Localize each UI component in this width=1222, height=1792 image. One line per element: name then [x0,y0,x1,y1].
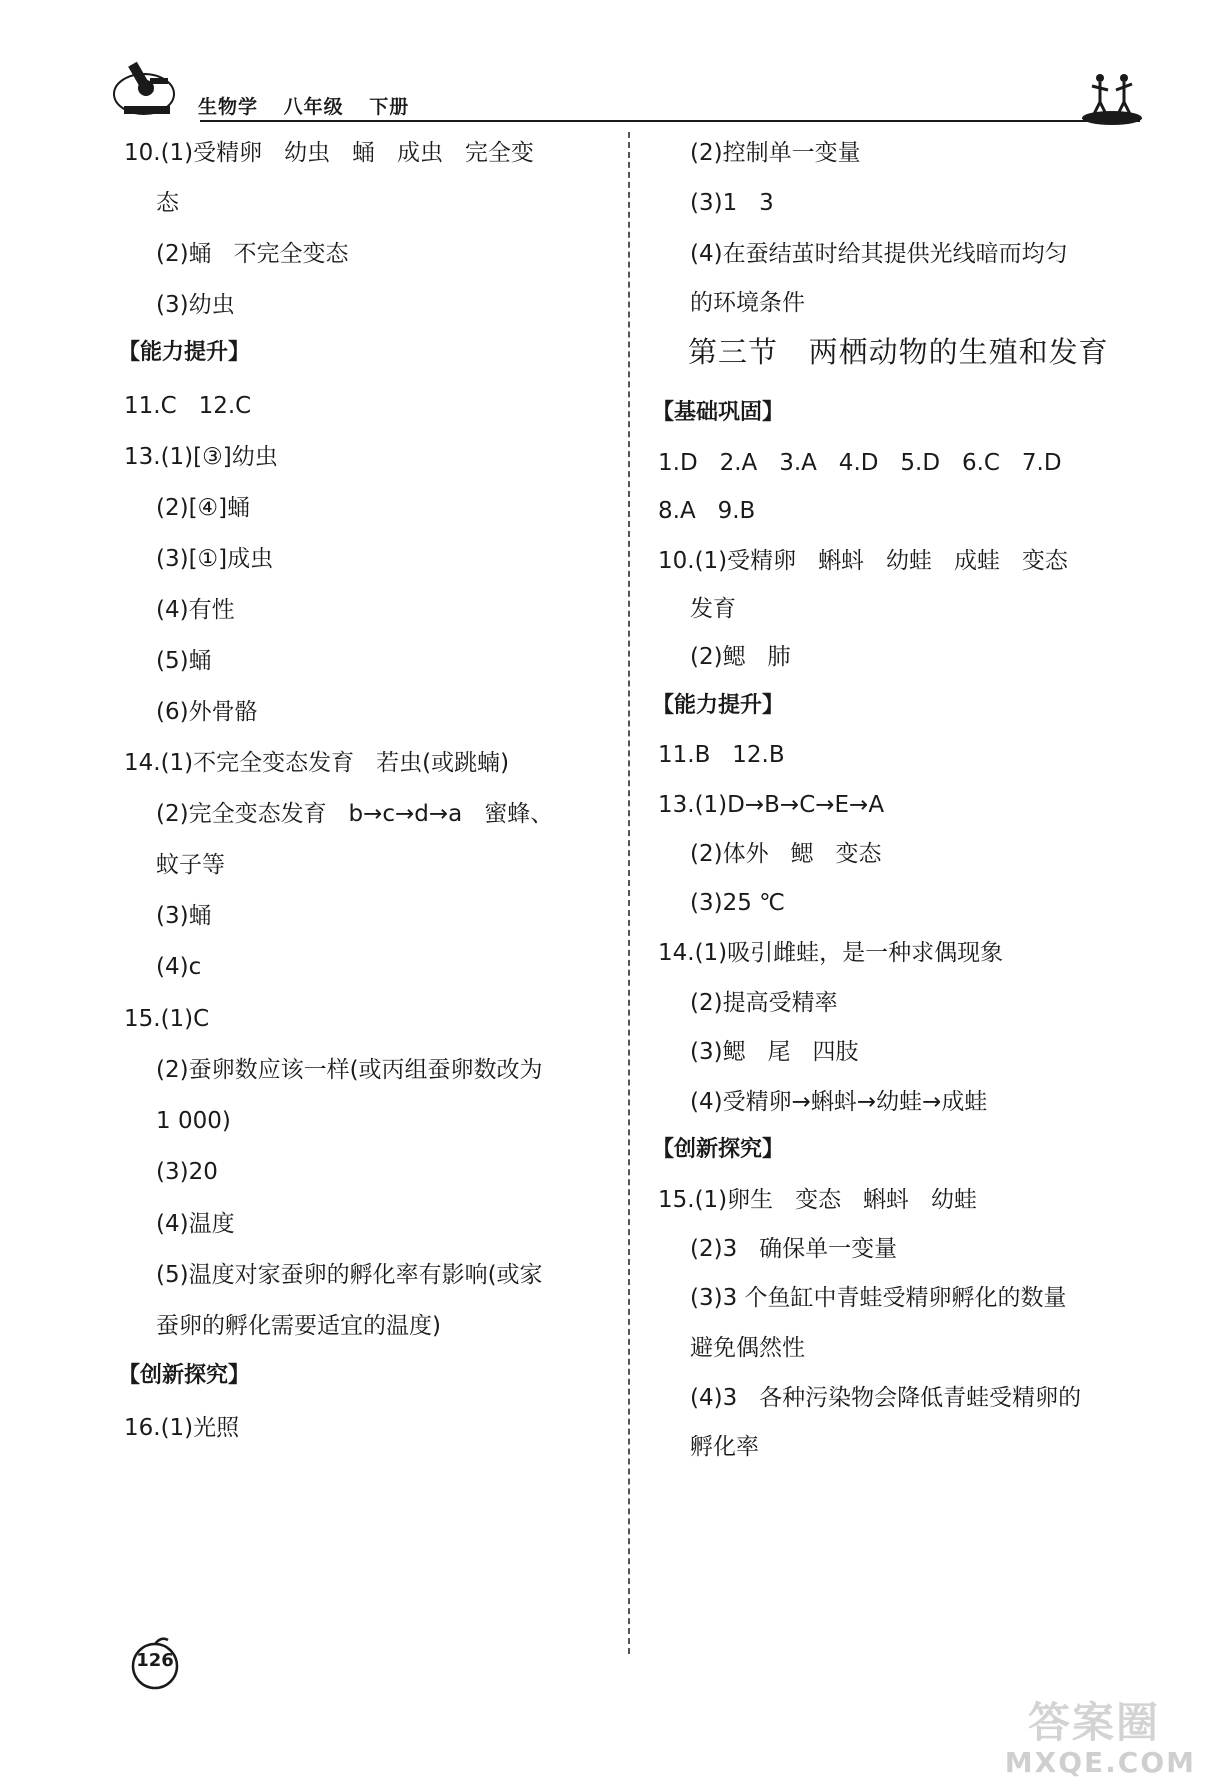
column-divider [628,132,630,1654]
answer-line: 14.(1)吸引雌蛙，是一种求偶现象 [658,940,1004,966]
answer-line: (3)幼虫 [156,292,235,318]
answer-line: 15.(1)卵生 变态 蝌蚪 幼蛙 [658,1187,977,1213]
answer-line: (2)蚕卵数应该一样(或丙组蚕卵数改为 [156,1057,543,1083]
answer-line: (3)鳃 尾 四肢 [690,1039,859,1065]
header-volume: 下册 [369,96,410,118]
watermark-logo: 答案圈 [1027,1698,1160,1747]
answer-line: (3)蛹 [156,903,212,929]
answer-line: (5)蛹 [156,648,212,674]
section-heading: 【创新探究】 [652,1137,785,1162]
answer-line: (3)20 [156,1159,218,1185]
answer-line: 1 000) [156,1108,231,1134]
section-heading: 【能力提升】 [652,693,785,718]
answer-line: 10.(1)受精卵 幼虫 蛹 成虫 完全变 [124,140,534,166]
answer-line: (3)3 个鱼缸中青蛙受精卵孵化的数量 [690,1285,1067,1311]
answer-line: 13.(1)[③]幼虫 [124,444,278,470]
answer-line: 15.(1)C [124,1006,210,1032]
answer-line: 态 [156,190,179,216]
answer-line: (2)控制单一变量 [690,140,861,166]
answer-line: 1.D 2.A 3.A 4.D 5.D 6.C 7.D [658,450,1062,476]
answer-line: (6)外骨骼 [156,699,258,725]
answer-line: 11.C 12.C [124,393,252,419]
answer-line: (4)c [156,954,202,980]
answer-line: (2)鳃 肺 [690,644,791,670]
answer-line: 10.(1)受精卵 蝌蚪 幼蛙 成蛙 变态 [658,548,1068,574]
header-title [198,92,427,119]
answer-line: 发育 [690,596,736,622]
header-subject: 生物学 [198,96,259,118]
microscope-icon [110,48,182,120]
answer-line: 避免偶然性 [690,1335,805,1361]
section-heading: 【能力提升】 [118,340,251,365]
answer-line: (2)体外 鳃 变态 [690,841,882,867]
page-number-badge [128,1636,182,1690]
answer-line: (2)提高受精率 [690,990,838,1016]
answer-line: (2)完全变态发育 b→c→d→a 蜜蜂、 [156,801,554,827]
answer-line: 的环境条件 [690,290,805,316]
section-heading: 【创新探究】 [118,1363,251,1388]
answer-line: (3)[①]成虫 [156,546,274,572]
answer-line: (4)3 各种污染物会降低青蛙受精卵的 [690,1385,1082,1411]
answer-line: (5)温度对家蚕卵的孵化率有影响(或家 [156,1262,543,1288]
answer-line: (4)受精卵→蝌蚪→幼蛙→成蛙 [690,1089,988,1115]
dancers-icon [1080,68,1144,126]
answer-line: 14.(1)不完全变态发育 若虫(或跳蝻) [124,750,510,776]
answer-line: (2)[④]蛹 [156,495,251,521]
answer-line: 蚕卵的孵化需要适宜的温度) [156,1313,441,1339]
answer-line: 孵化率 [690,1434,759,1460]
answer-line: (4)有性 [156,597,235,623]
answer-line: 13.(1)D→B→C→E→A [658,792,885,818]
answer-line: 蚊子等 [156,852,225,878]
answer-line: (3)25 ℃ [690,890,785,916]
answer-line: (2)3 确保单一变量 [690,1236,898,1262]
answer-line: (4)在蚕结茧时给其提供光线暗而均匀 [690,241,1068,267]
watermark [996,1690,1196,1786]
watermark-url: MXQE.COM [1004,1746,1196,1779]
page-header [110,48,1140,124]
answer-line: 8.A 9.B [658,498,756,524]
header-grade: 八年级 [283,96,344,118]
chapter-section-title: 第三节 两栖动物的生殖和发育 [688,335,1109,369]
section-heading: 【基础巩固】 [652,400,785,425]
header-rule [200,120,1140,122]
answer-line: 16.(1)光照 [124,1415,240,1441]
answer-line: (4)温度 [156,1211,235,1237]
answer-line: (2)蛹 不完全变态 [156,241,349,267]
page-number: 126 [136,1650,174,1671]
answer-line: (3)1 3 [690,190,774,216]
answer-line: 11.B 12.B [658,742,785,768]
